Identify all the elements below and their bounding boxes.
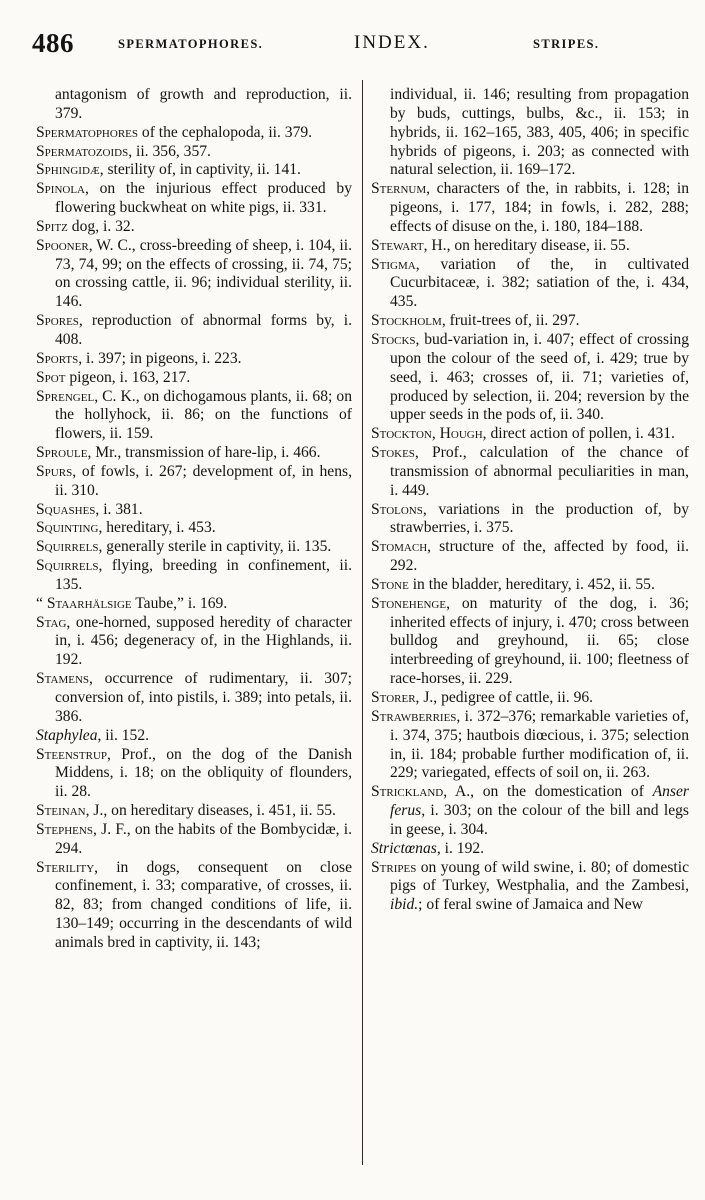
entry-headword: Squinting [36, 519, 99, 537]
left-running-head: SPERMATOPHORES. [118, 37, 264, 51]
index-entry [36, 746, 352, 803]
right-running-head: STRIPES. [533, 37, 600, 51]
entry-text: , A., on the domestication of [443, 783, 653, 801]
entry-text: , ii. 356, 357. [128, 142, 211, 160]
index-entry [371, 331, 689, 425]
entry-headword: Stokes [371, 444, 415, 462]
index-entry [371, 237, 689, 256]
index-entry [371, 425, 689, 444]
entry-headword: Spermatophores [36, 123, 138, 141]
entry-headword: Stomach [371, 538, 428, 556]
entry-headword: Squirrels [36, 538, 99, 556]
entry-headword: Stocks [371, 330, 416, 348]
entry-headword: Spitz [36, 217, 68, 235]
entry-text: , on the injurious effect produced by flowering buckwheat on white pigs, ii. 331. [55, 180, 352, 217]
entry-headword: Sprengel [36, 387, 95, 405]
entry-headword: Sphingidæ [36, 161, 100, 179]
entry-prefix: “ [36, 594, 47, 612]
index-entry [371, 708, 689, 783]
entry-headword: Strawberries [371, 707, 457, 725]
entry-headword: Spores [36, 312, 79, 330]
entry-headword: Strickland [371, 783, 444, 801]
entry-text: , characters of the, in rabbits, i. 128; in pigeons, i. 177, 184; in fowls, i. 282, 288; effects of disuse on the, i. 180, 184–188. [390, 180, 689, 235]
index-entry [371, 501, 689, 539]
entry-text: , fruit-trees of, ii. 297. [441, 312, 580, 330]
index-entry [371, 180, 689, 237]
entry-text: , direct action of pollen, i. 431. [482, 425, 675, 443]
entry-text: , H., on hereditary disease, ii. 55. [423, 236, 630, 254]
entry-headword: Stamens [36, 670, 90, 688]
index-entry-continued [371, 86, 689, 180]
entry-headword: Sternum [371, 180, 427, 198]
entry-text: , variation of the, in cultivated Cucurbitaceæ, i. 382; satiation of the, i. 434, 435. [390, 255, 689, 311]
entry-text: ; of feral swine of Jamaica and New [418, 896, 643, 914]
entry-headword: Steinan [36, 802, 86, 820]
entry-text: , one-horned, supposed heredity of character in, i. 456; degeneracy of, in the Highlands, ii. 192. [55, 613, 352, 669]
entry-headword: Steenstrup [36, 745, 108, 763]
entry-text: , of fowls, i. 267; development of, in hens, ii. 310. [55, 462, 352, 499]
index-entry [36, 218, 352, 237]
index-entry [36, 350, 352, 369]
entry-text: of the cephalopoda, ii. 379. [138, 123, 313, 141]
entry-text: , Prof., calculation of the chance of transmission of abnormal peculiarities in man, i. 449. [390, 444, 689, 499]
index-entry [371, 859, 689, 916]
entry-headword: Sproule [36, 444, 88, 462]
entry-headword: Stephens [36, 820, 93, 838]
index-entry [36, 369, 352, 388]
entry-headword: Stockholm [371, 312, 442, 330]
entry-text: , bud-variation in, i. 407; effect of crossing upon the colour of the seed of, i. 429; true by seed, i. 463; crosses of, ii. 71; varieties of, produced by selection, ii. 204; reversion by the upper seeds in the pods of, ii. 340. [390, 330, 689, 424]
entry-headword: Squirrels [36, 557, 99, 575]
entry-headword: Staarhälsige [46, 594, 132, 612]
entry-headword: Spooner [36, 236, 89, 254]
index-entry [36, 161, 352, 180]
entry-headword: Spot [36, 368, 66, 386]
entry-headword: Stone [371, 575, 409, 593]
index-entry [371, 256, 689, 313]
entry-text: , in dogs, consequent on close confinement, i. 33; comparative, of crosses, ii. 82, 83; from changed conditions of life, ii. 130–149; occurring in the descendants of wild animals bred in captivity, ii. 143; [55, 858, 352, 951]
entry-text: , structure of the, affected by food, ii. 292. [390, 538, 689, 575]
entry-headword: Stolons [371, 500, 423, 518]
index-column-right [371, 86, 689, 915]
entry-text: , J., pedigree of cattle, ii. 96. [415, 689, 594, 706]
index-entry [371, 444, 689, 501]
entry-headword: Stewart [371, 236, 424, 254]
entry-text: , i. 192. [436, 839, 485, 857]
entry-headword: Spinola [36, 180, 86, 198]
entry-headword: Stigma [371, 255, 416, 273]
entry-text: , variations in the production of, by strawberries, i. 375. [390, 500, 689, 537]
index-entry [36, 463, 352, 501]
entry-headword: Sterility [36, 858, 95, 876]
running-header [32, 28, 692, 62]
entry-text: , C. K., on dichogamous plants, ii. 68; on the hollyhock, ii. 86; on the functions of flowers, ii. 159. [55, 387, 352, 443]
entry-text: , flying, breeding in confinement, ii. 135. [55, 557, 352, 593]
index-entry [371, 576, 689, 595]
entry-text: , sterility of, in captivity, ii. 141. [99, 161, 301, 179]
entry-text: , i. 372–376; remarkable varieties of, i. 374, 375; hautbois diœcious, i. 375; selection in, ii. 184; probable further modification of, ii. 229; variegated, effects of soil on, ii. 263. [390, 707, 689, 782]
entry-text: , reproduction of abnormal forms by, i. 408. [55, 312, 352, 348]
index-entry [36, 859, 352, 953]
entry-headword: Stockton, Hough [371, 425, 483, 443]
entry-headword: Sports [36, 349, 79, 367]
entry-text: , hereditary, i. 453. [98, 519, 216, 537]
index-entry [371, 840, 689, 859]
entry-headword: Storer [371, 689, 416, 706]
index-entry [36, 557, 352, 595]
index-entry [36, 802, 352, 821]
index-entry [36, 444, 352, 463]
index-entry [371, 689, 689, 708]
index-entry [371, 538, 689, 576]
center-running-head: INDEX. [354, 32, 430, 53]
entry-text: , J., on hereditary diseases, i. 451, ii. 55. [85, 802, 336, 820]
entry-text: , Mr., transmission of hare-lip, i. 466. [87, 444, 321, 462]
index-entry [36, 237, 352, 312]
entry-text: , Prof., on the dog of the Danish Middens, i. 18; on the obliquity of flounders, ii. 28. [55, 745, 352, 801]
entry-text: pigeon, i. 163, 217. [65, 368, 191, 386]
index-entry [36, 124, 352, 143]
index-entry [36, 670, 352, 727]
index-entry [36, 538, 352, 557]
index-entry [36, 312, 352, 350]
entry-text: antagonism of growth and reproduction, ii. 379. [55, 86, 352, 122]
index-entry [371, 312, 689, 331]
entry-headword: Stripes [371, 858, 417, 876]
entry-text: Taube,” i. 169. [131, 594, 228, 612]
index-entry [36, 143, 352, 162]
index-column-left [36, 86, 352, 953]
entry-text: , i. 303; on the colour of the bill and legs in geese, i. 304. [390, 802, 689, 838]
index-entry [36, 727, 352, 746]
column-divider [362, 80, 363, 1165]
entry-headword: Stonehenge [371, 594, 447, 612]
entry-text: dog, i. 32. [67, 217, 135, 235]
index-entry [36, 180, 352, 218]
entry-text: , occurrence of rudimentary, ii. 307; conversion of, into pistils, i. 389; into petals, ii. 386. [55, 670, 352, 725]
entry-headword: Strictœnas [371, 839, 437, 857]
entry-headword: Staphylea [36, 726, 98, 744]
entry-headword: Squashes [36, 500, 96, 518]
entry-text: , J. F., on the habits of the Bombycidæ, i. 294. [55, 820, 352, 857]
index-entry [36, 614, 352, 671]
entry-text: , on maturity of the dog, i. 36; inherited effects of injury, i. 470; cross between bulldog and greyhound, ii. 65; close interbreeding of greyhound, ii. 100; fleetness of race-horses, ii. 229. [390, 594, 689, 688]
entry-headword: Spurs [36, 462, 73, 480]
page-number: 486 [32, 28, 74, 58]
entry-text: , W. C., cross-breeding of sheep, i. 104, ii. 73, 74, 99; on the effects of crossing, ii. 74, 75; on crossing cattle, ii. 96; individual sterility, ii. 146. [55, 236, 352, 311]
entry-text: , i. 397; in pigeons, i. 223. [78, 349, 242, 367]
index-entry [36, 388, 352, 445]
index-entry [36, 519, 352, 538]
entry-headword: Spermatozoids [36, 142, 129, 160]
entry-text: in the bladder, hereditary, i. 452, ii. 55. [408, 575, 655, 593]
index-entry [371, 595, 689, 689]
index-entry [371, 783, 689, 840]
entry-headword: Stag [36, 613, 67, 631]
index-entry [36, 821, 352, 859]
entry-text-italic: ibid. [390, 896, 419, 914]
index-entry-continued [36, 86, 352, 124]
entry-text: , ii. 152. [97, 726, 150, 744]
entry-text: , generally sterile in captivity, ii. 135. [98, 538, 332, 556]
entry-text: individual, ii. 146; resulting from propagation by buds, cuttings, bulbs, &c., ii. 153; in hybrids, ii. 162–165, 383, 405, 406; in specific hybrids of pigeons, i. 203; as connected with natural selection, ii. 169–172. [390, 86, 689, 179]
entry-text: , i. 381. [95, 500, 143, 518]
entry-text-italic: Anser ferus [390, 783, 689, 820]
index-entry [36, 595, 352, 614]
index-entry [36, 501, 352, 520]
entry-text: on young of wild swine, i. 80; of domestic pigs of Turkey, Westphalia, and the Zambesi, [390, 858, 689, 895]
